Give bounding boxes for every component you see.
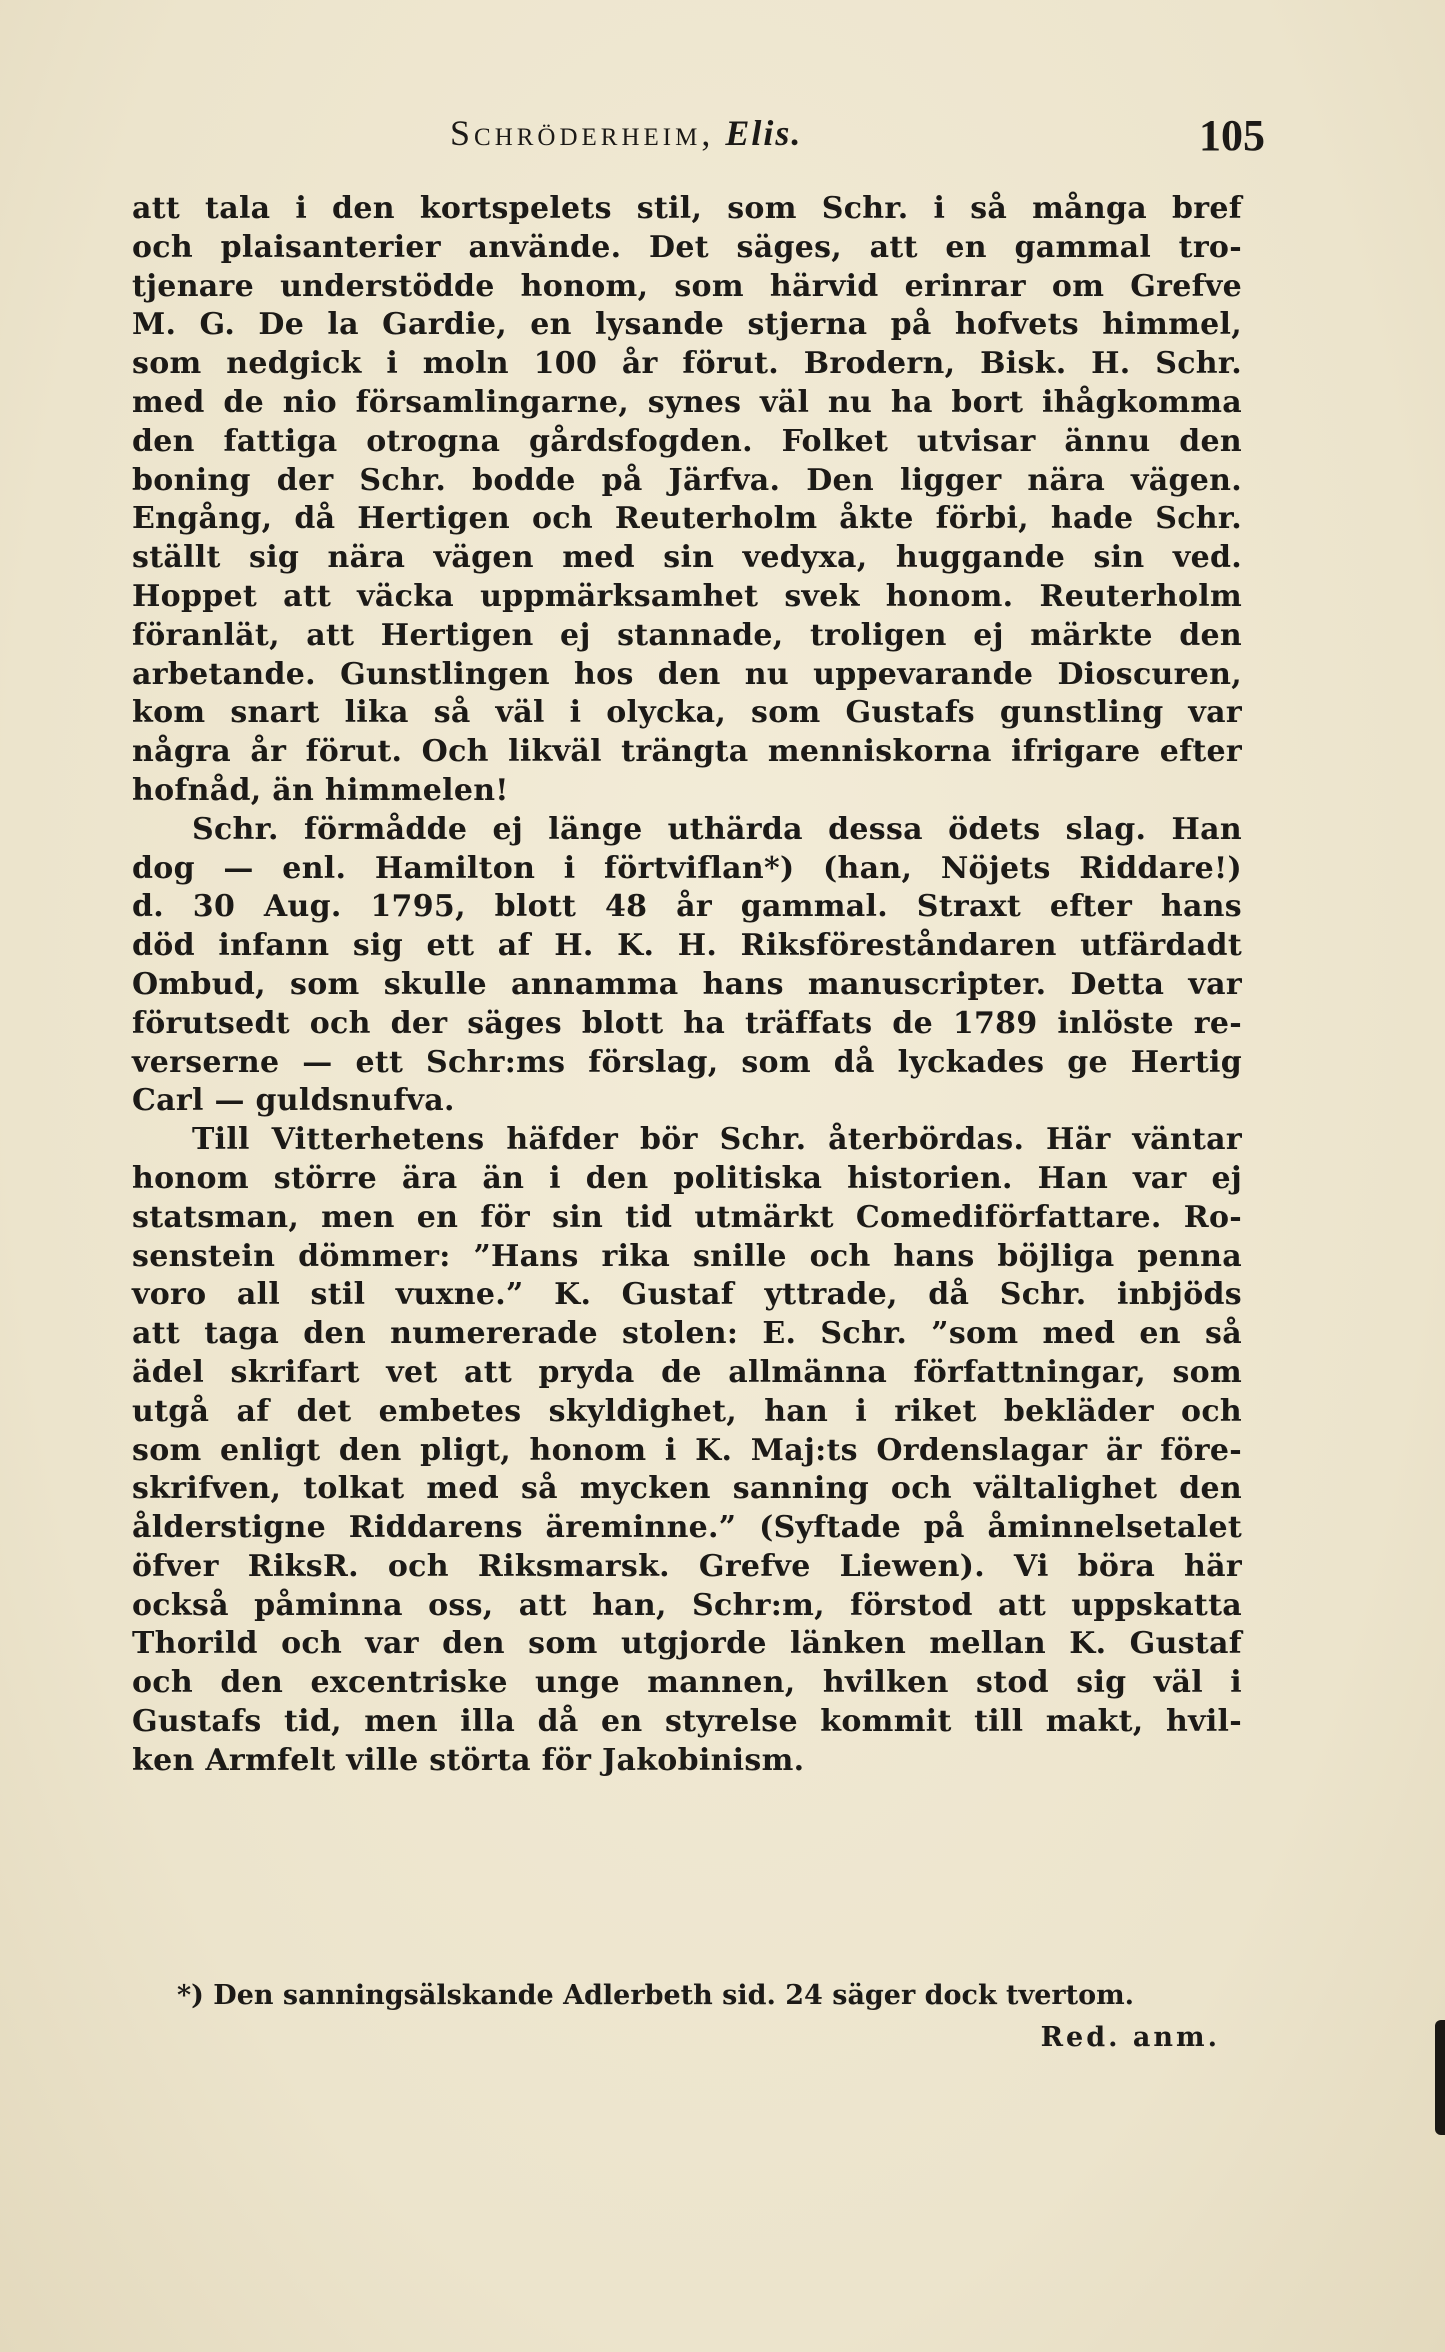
text-line: Engång, då Hertigen och Reuterholm åkte förbi, hade Schr. — [132, 501, 1242, 537]
text-line: Thorild och var den som utgjorde länken mellan K. Gustaf — [132, 1626, 1242, 1662]
text-line: ken Armfelt ville störta för Jakobinism. — [132, 1742, 805, 1778]
text-line: som nedgick i moln 100 år förut. Brodern, Bisk. H. Schr. — [132, 346, 1242, 382]
text-line: ställt sig nära vägen med sin vedyxa, huggande sin ved. — [132, 540, 1242, 576]
paragraph-start-line: Till Vitterhetens häfder bör Schr. återbördas. Här väntar — [192, 1122, 1242, 1158]
body-text — [132, 190, 1242, 1781]
text-line: arbetande. Gunstlingen hos den nu uppevarande Dioscuren, — [132, 656, 1242, 692]
text-line: statsman, men en för sin tid utmärkt Comediförfattare. Ro- — [132, 1199, 1242, 1235]
text-line: Gustafs tid, men illa då en styrelse kommit till makt, hvil- — [132, 1704, 1242, 1740]
running-head — [450, 112, 802, 154]
running-head-surname: Schröderheim, — [450, 113, 715, 153]
text-line: tjenare understödde honom, som härvid erinrar om Grefve — [132, 268, 1242, 304]
text-line: utgå af det embetes skyldighet, han i riket bekläder och — [132, 1393, 1242, 1429]
text-line: ålderstigne Riddarens äreminne.” (Syftade på åminnelsetalet — [132, 1510, 1242, 1546]
text-line: Carl — guldsnufva. — [132, 1083, 455, 1119]
text-line: öfver RiksR. och Riksmarsk. Grefve Liewen). Vi böra här — [132, 1548, 1242, 1584]
page-header — [130, 108, 1265, 168]
text-line: föranlät, att Hertigen ej stannade, troligen ej märkte den — [132, 617, 1242, 653]
text-line: med de nio församlingarne, synes väl nu ha bort ihågkomma — [132, 384, 1242, 420]
page-edge-mark — [1435, 2020, 1445, 2135]
text-line: att taga den numererade stolen: E. Schr. ”som med en så — [132, 1316, 1242, 1352]
text-line: kom snart lika så väl i olycka, som Gustafs gunstling var — [132, 695, 1242, 731]
text-line: honom större ära än i den politiska historien. Han var ej — [132, 1160, 1242, 1196]
text-line: förutsedt och der säges blott ha träffats de 1789 inlöste re- — [132, 1005, 1242, 1041]
footnote-text: *) Den sanningsälskande Adlerbeth sid. 24 säger dock tvertom. — [177, 1980, 1135, 2011]
footnote — [132, 1975, 1242, 2059]
text-line: d. 30 Aug. 1795, blott 48 år gammal. Straxt efter hans — [132, 889, 1242, 925]
text-line: verserne — ett Schr:ms förslag, som då lyckades ge Hertig — [132, 1044, 1242, 1080]
text-line: Ombud, som skulle annamma hans manuscripter. Detta var — [132, 966, 1242, 1002]
text-line: dog — enl. Hamilton i förtviflan*) (han, Nöjets Riddare!) — [132, 850, 1242, 886]
text-line: och den excentriske unge mannen, hvilken stod sig väl i — [132, 1665, 1242, 1701]
text-line: ädel skrifart vet att pryda de allmänna författningar, som — [132, 1354, 1242, 1390]
running-head-given-name: Elis. — [725, 113, 803, 153]
text-line: som enligt den pligt, honom i K. Maj:ts Ordenslagar är före- — [132, 1432, 1242, 1468]
text-line: skrifven, tolkat med så mycken sanning och vältalighet den — [132, 1471, 1242, 1507]
paragraph-start-line: Schr. förmådde ej länge uthärda dessa ödets slag. Han — [192, 811, 1242, 847]
footnote-signature: Red. anm. — [1040, 2022, 1220, 2053]
text-line: några år förut. Och likväl trängta menniskorna ifrigare efter — [132, 734, 1242, 770]
text-line: M. G. De la Gardie, en lysande stjerna på hofvets himmel, — [132, 307, 1242, 343]
text-line: också påminna oss, att han, Schr:m, förstod att uppskatta — [132, 1587, 1242, 1623]
text-line: att tala i den kortspelets stil, som Schr. i så många bref — [132, 191, 1242, 226]
text-line: död infann sig ett af H. K. H. Riksföreståndaren utfärdadt — [132, 928, 1242, 964]
text-line: Hoppet att väcka uppmärksamhet svek honom. Reuterholm — [132, 578, 1242, 614]
text-line: hofnåd, än himmelen! — [132, 772, 509, 808]
page-number: 105 — [1199, 111, 1265, 160]
text-line: och plaisanterier använde. Det säges, att en gammal tro- — [132, 229, 1242, 265]
text-line: senstein dömmer: ”Hans rika snille och hans böjliga penna — [132, 1238, 1242, 1274]
text-line: boning der Schr. bodde på Järfva. Den ligger nära vägen. — [132, 462, 1242, 498]
text-line: voro all stil vuxne.” K. Gustaf yttrade, då Schr. inbjöds — [132, 1277, 1242, 1313]
text-line: den fattiga otrogna gårdsfogden. Folket utvisar ännu den — [132, 423, 1242, 459]
